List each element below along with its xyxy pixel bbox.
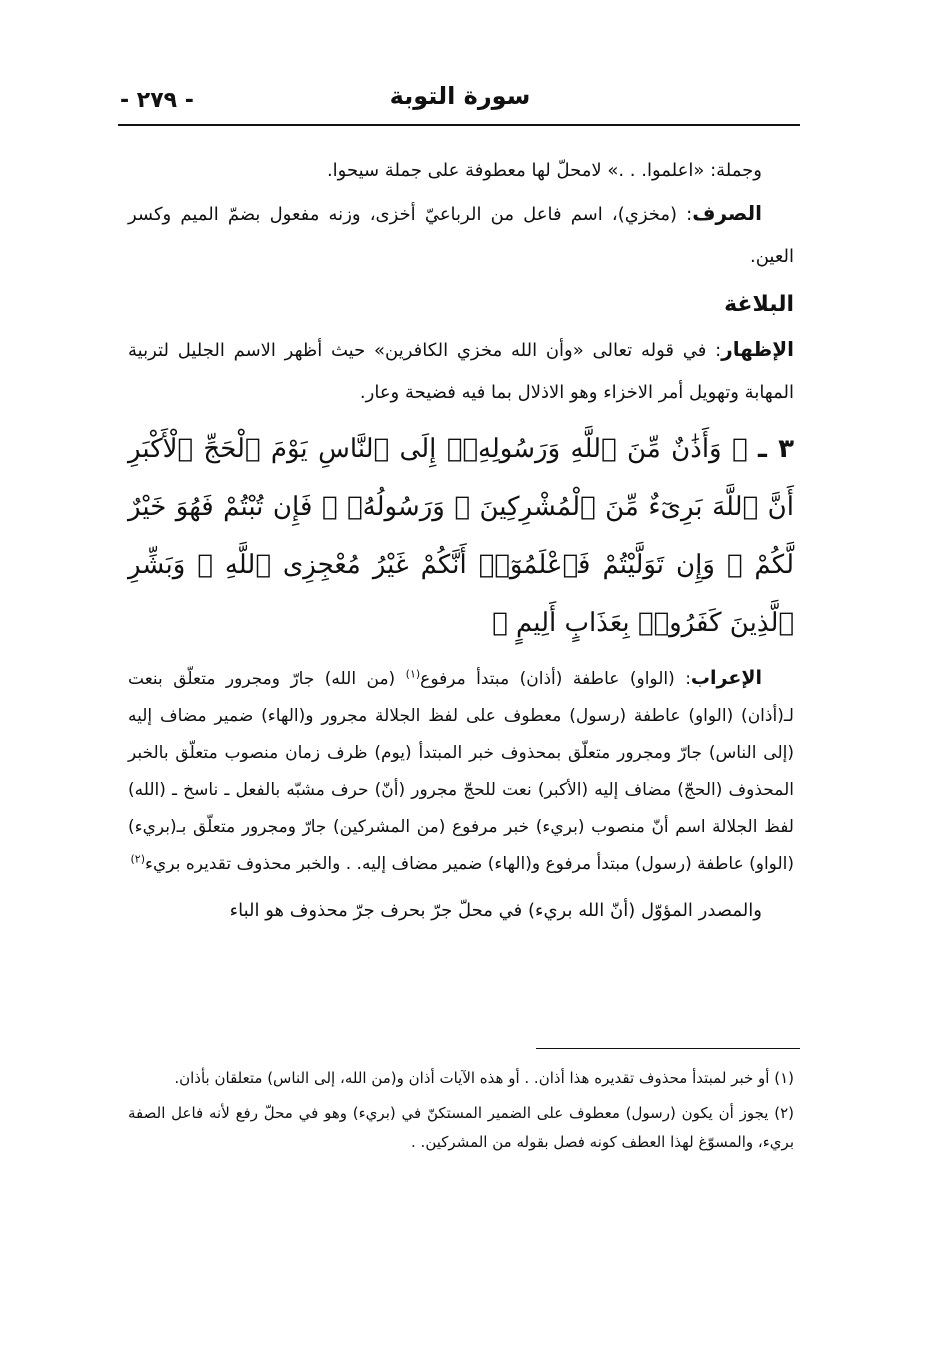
- footnotes: [128, 1064, 794, 1163]
- footnote-divider: [536, 1048, 800, 1049]
- sarf-paragraph: [128, 192, 794, 278]
- irab-term: الإعراب: [690, 667, 762, 689]
- izhar-paragraph: [128, 328, 794, 414]
- sarf-text: : (مخزي)، اسم فاعل من الرباعيّ أخزى، وزنه مفعول بضمّ الميم وكسر العين.: [128, 204, 794, 267]
- sarf-term: الصرف: [692, 201, 762, 225]
- footnote-ref-2: (٢): [130, 852, 146, 866]
- izhar-text: : في قوله تعالى «وأن الله مخزي الكافرين» حيث أظهر الاسم الجليل لتربية المهابة وتهويل أمر الاخزاء وهو الاذلال بما فيه فضيحة وعار.: [128, 340, 794, 403]
- header-divider: [118, 124, 800, 126]
- footnote-2: (٢) يجوز أن يكون (رسول) معطوف على الضمير المستكنّ في (بريء) وهو في محلّ رفع لأنه فاعل الصفة بريء، والمسوّغ لهذا العطف كونه فصل بقوله من المشركين. .: [128, 1104, 794, 1151]
- irab-text-2: (من الله) جارّ ومجرور متعلّق بنعت لـ(أذان) (الواو) عاطفة (رسول) معطوف على لفظ الجلالة مجرور و(الهاء) ضمير مضاف إليه (إلى الناس) جارّ ومجرور متعلّق بمحذوف خبر المبتدأ (يوم) ظرف زمان منصوب متعلّق بالخبر المحذوف (الحجّ) مضاف إليه (الأكبر) نعت للحجّ مجرور (أنّ) حرف مشبّه بالفعل ـ ناسخ ـ (الله) لفظ الجلالة اسم أنّ منصوب (بريء) خبر مرفوع (من المشركين) جارّ ومجرور متعلّق بـ(بريء) (الواو) عاطفة (رسول) مبتدأ مرفوع و(الهاء) ضمير مضاف إليه. . والخبر محذوف تقديره بريء: [128, 669, 794, 874]
- page-number: - ٢٧٩ -: [120, 88, 194, 113]
- masdar-paragraph: والمصدر المؤوّل (أنّ الله بريء) في محلّ جرّ بحرف جرّ محذوف هو الباء: [229, 900, 762, 921]
- irab-text-1: : (الواو) عاطفة (أذان) مبتدأ مرفوع: [420, 669, 691, 689]
- page-header: [120, 80, 798, 124]
- surah-title: سورة التوبة: [389, 82, 531, 110]
- irab-paragraph: [128, 660, 794, 883]
- balagha-heading: البلاغة: [724, 292, 794, 317]
- verse-text: ﴿ وَأَذَٰنٌ مِّنَ ٱللَّهِ وَرَسُولِهِۦٓ إِلَى ٱلنَّاسِ يَوْمَ ٱلْحَجِّ ٱلْأَكْبَرِ أَنَّ ٱللَّهَ بَرِىٓءٌ مِّنَ ٱلْمُشْرِكِينَ ۙ وَرَسُولُهُۥ ۚ فَإِن تُبْتُمْ فَهُوَ خَيْرٌ لَّكُمْ ۖ وَإِن تَوَلَّيْتُمْ فَٱعْلَمُوٓا۟ أَنَّكُمْ غَيْرُ مُعْجِزِى ٱللَّهِ ۗ وَبَشِّرِ ٱلَّذِينَ كَفَرُوا۟ بِعَذَابٍ أَلِيمٍ ﴾: [128, 434, 794, 638]
- footnote-ref-1: (١): [405, 667, 421, 681]
- quran-verse: [128, 420, 794, 652]
- footnote-1: (١) أو خبر لمبتدأ محذوف تقديره هذا أذان. . أو هذه الآيات أذان و(من الله، إلى الناس) متعلقان بأذان.: [174, 1069, 794, 1087]
- jumla-paragraph: وجملة: «اعلموا. . .» لامحلّ لها معطوفة على جملة سيحوا.: [326, 160, 762, 181]
- page-body: [128, 150, 794, 931]
- izhar-term: الإظهار: [721, 337, 794, 361]
- verse-number: ٣ ـ: [758, 434, 795, 464]
